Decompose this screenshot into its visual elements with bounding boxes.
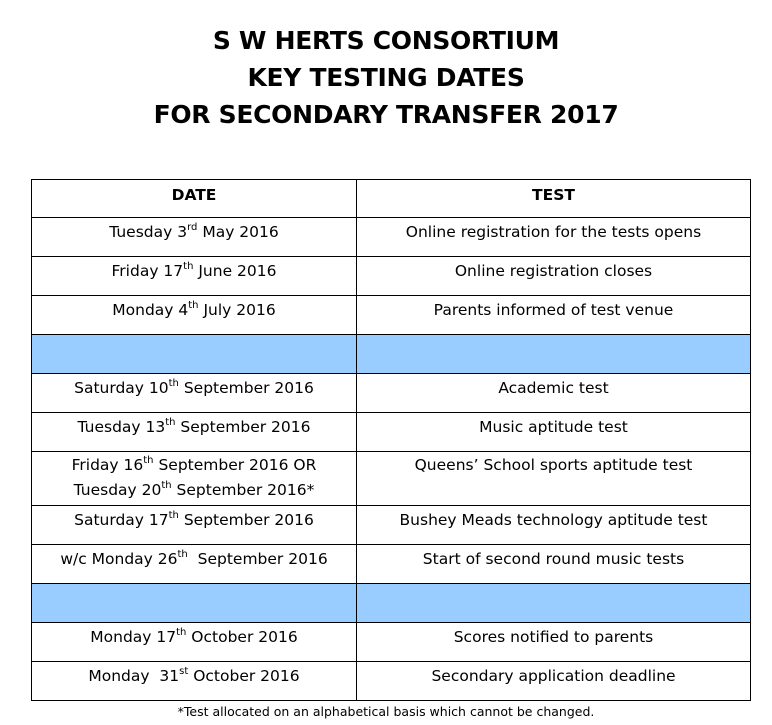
- table-row: [32, 662, 751, 701]
- test-cell: Scores notified to parents: [357, 623, 751, 662]
- table-row: [32, 218, 751, 257]
- date-cell: Tuesday 3rd May 2016: [32, 218, 357, 257]
- date-cell: Friday 17th June 2016: [32, 257, 357, 296]
- test-cell: Academic test: [357, 374, 751, 413]
- table-row: [32, 413, 751, 452]
- table-row: [32, 296, 751, 335]
- test-cell: Start of second round music tests: [357, 545, 751, 584]
- document-title: [0, 22, 772, 133]
- testing-dates-table: [31, 179, 751, 701]
- table-row: [32, 623, 751, 662]
- title-line-2: KEY TESTING DATES: [247, 63, 525, 92]
- separator-cell: [357, 335, 751, 374]
- test-cell: Bushey Meads technology aptitude test: [357, 506, 751, 545]
- footnote: *Test allocated on an alphabetical basis which cannot be changed.: [177, 704, 595, 719]
- date-cell: w/c Monday 26th September 2016: [32, 545, 357, 584]
- test-cell: Online registration for the tests opens: [357, 218, 751, 257]
- title-line-3: FOR SECONDARY TRANSFER 2017: [153, 100, 619, 129]
- table-row: [32, 257, 751, 296]
- separator-row: [32, 584, 751, 623]
- test-column-header: TEST: [357, 180, 751, 218]
- date-cell: [32, 452, 357, 506]
- date-option-2: Tuesday 20th September 2016*: [73, 479, 315, 499]
- test-cell: Parents informed of test venue: [357, 296, 751, 335]
- test-cell: Secondary application deadline: [357, 662, 751, 701]
- date-cell: Saturday 17th September 2016: [32, 506, 357, 545]
- test-cell: Queens’ School sports aptitude test: [357, 452, 751, 506]
- date-cell: Monday 4th July 2016: [32, 296, 357, 335]
- date-cell: Saturday 10th September 2016: [32, 374, 357, 413]
- test-cell: Online registration closes: [357, 257, 751, 296]
- date-option-1: Friday 16th September 2016 OR: [71, 454, 317, 474]
- table-header-row: [32, 180, 751, 218]
- title-line-1: S W HERTS CONSORTIUM: [212, 26, 560, 55]
- separator-cell: [32, 584, 357, 623]
- table-row: [32, 506, 751, 545]
- table-row: [32, 545, 751, 584]
- date-cell: Monday 17th October 2016: [32, 623, 357, 662]
- separator-row: [32, 335, 751, 374]
- table-row: [32, 452, 751, 506]
- table-row: [32, 374, 751, 413]
- separator-cell: [32, 335, 357, 374]
- test-cell: Music aptitude test: [357, 413, 751, 452]
- date-cell: Tuesday 13th September 2016: [32, 413, 357, 452]
- date-column-header: DATE: [32, 180, 357, 218]
- separator-cell: [357, 584, 751, 623]
- date-cell: Monday 31st October 2016: [32, 662, 357, 701]
